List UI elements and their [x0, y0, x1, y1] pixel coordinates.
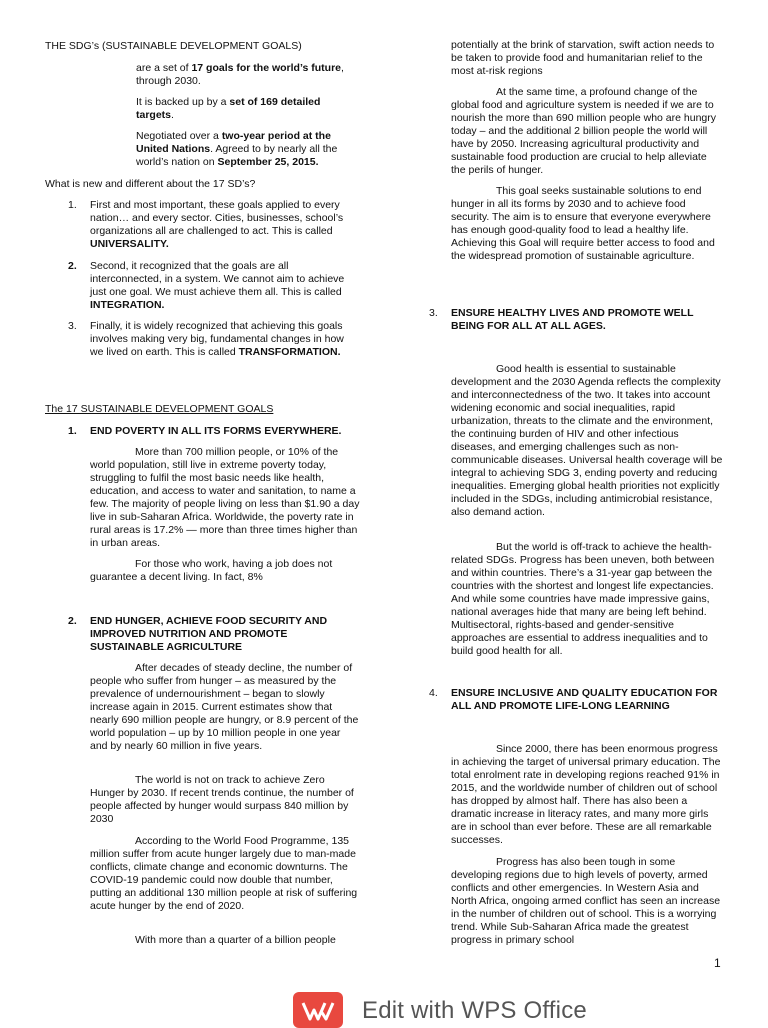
paragraph: Progress has also been tough in some developing regions due to high levels of poverty, armed conflicts and other emergencies. In Western Asia and North Africa, ongoing armed conflict has seen an increase in the number of children out of school. This is a worrying trend. While Sub-Saharan Africa made the greatest progress in primary school [451, 856, 721, 946]
paragraph: This goal seeks sustainable solutions to end hunger in all its forms by 2030 and to achieve food security. The aim is to ensure that everyone everywhere has enough good-quality food to lead a healthy life. Achieving this Goal will require better access to food and the widespread promotion of sustainable agriculture. [451, 185, 715, 262]
paragraph: After decades of steady decline, the number of people who suffer from hunger – as measured by the prevalence of undernourishment – began to slowly increase again in 2015. Current estimates show that nearly 690 million people are hungry, or 8.9 percent of the world population – up by 10 million people in one year and by nearly 60 million in five years. [90, 662, 359, 752]
paragraph: At the same time, a profound change of the global food and agriculture system is needed if we are to nourish the more than 690 million people who are hungry today – and the additional 2 billion people the world will have by 2050. Increasing agricultural productivity and sustainable food production are crucial to help alleviate the perils of hunger. [451, 86, 716, 176]
paragraph: Good health is essential to sustainable development and the 2030 Agenda reflects the complexity and interconnectedness of the two. It takes into account widening economic and social inequalities, rapid urbanization, threats to the climate and the environment, the continuing burden of HIV and other infectious diseases, and emerging challenges such as non-communicable diseases. Universal health coverage will be integral to achieving SDG 3, ending poverty and reducing inequalities. Emerging global health priorities not explicitly included in the SDGs, including antimicrobial resistance, also demand action. [451, 363, 723, 518]
paragraph: Since 2000, there has been enormous progress in achieving the target of universal primary education. The total enrolment rate in developing regions reached 91% in 2015, and the worldwide number of children out of school has dropped by almost half. There has also been a dramatic increase in literacy rates, and many more girls are in school than ever before. These are all remarkable successes. [451, 743, 721, 846]
paragraph: For those who work, having a job does not guarantee a decent living. In fact, 8% [90, 558, 333, 583]
paragraph: The world is not on track to achieve Zero Hunger by 2030. If recent trends continue, the number of people affected by hunger would surpass 840 million by 2030 [90, 774, 354, 825]
paragraph: According to the World Food Programme, 135 million suffer from acute hunger largely due to man-made conflicts, climate change and economic downturns. The COVID-19 pandemic could now double that number, putting an additional 130 million people at risk of suffering acute hunger by the end of 2020. [90, 835, 358, 912]
paragraph: potentially at the brink of starvation, swift action needs to be taken to provide food and humanitarian relief to the most at-risk regions [451, 39, 715, 77]
paragraph: But the world is off-track to achieve the health-related SDGs. Progress has been uneven, both between and within countries. There’s a 31-year gap between the countries with the shortest and longest life expectancies. And while some countries have made impressive gains, national averages hide that many are being left behind. Multisectoral, rights-based and gender-sensitive approaches are essential to address inequalities and to build good health for all. [451, 541, 715, 657]
question-text: What is new and different about the 17 SD’s? [45, 178, 256, 190]
page-number: 1 [714, 956, 721, 970]
paragraph: More than 700 million people, or 10% of the world population, still live in extreme poverty today, struggling to fulfil the most basic needs like health, education, and access to water and sanitation, to name a few. The majority of people living on less than $1.90 a day live in sub-Saharan Africa. Worldwide, the poverty rate in rural areas is 17.2% — more than three times higher than in urban areas. [90, 446, 360, 549]
goals-heading: The 17 SUSTAINABLE DEVELOPMENT GOALS [45, 403, 274, 415]
wps-logo-icon[interactable] [293, 992, 343, 1028]
wps-edit-link[interactable]: Edit with WPS Office [362, 997, 587, 1024]
document-title: THE SDG’s (SUSTAINABLE DEVELOPMENT GOALS) [45, 40, 302, 52]
paragraph: With more than a quarter of a billion people [135, 934, 336, 946]
